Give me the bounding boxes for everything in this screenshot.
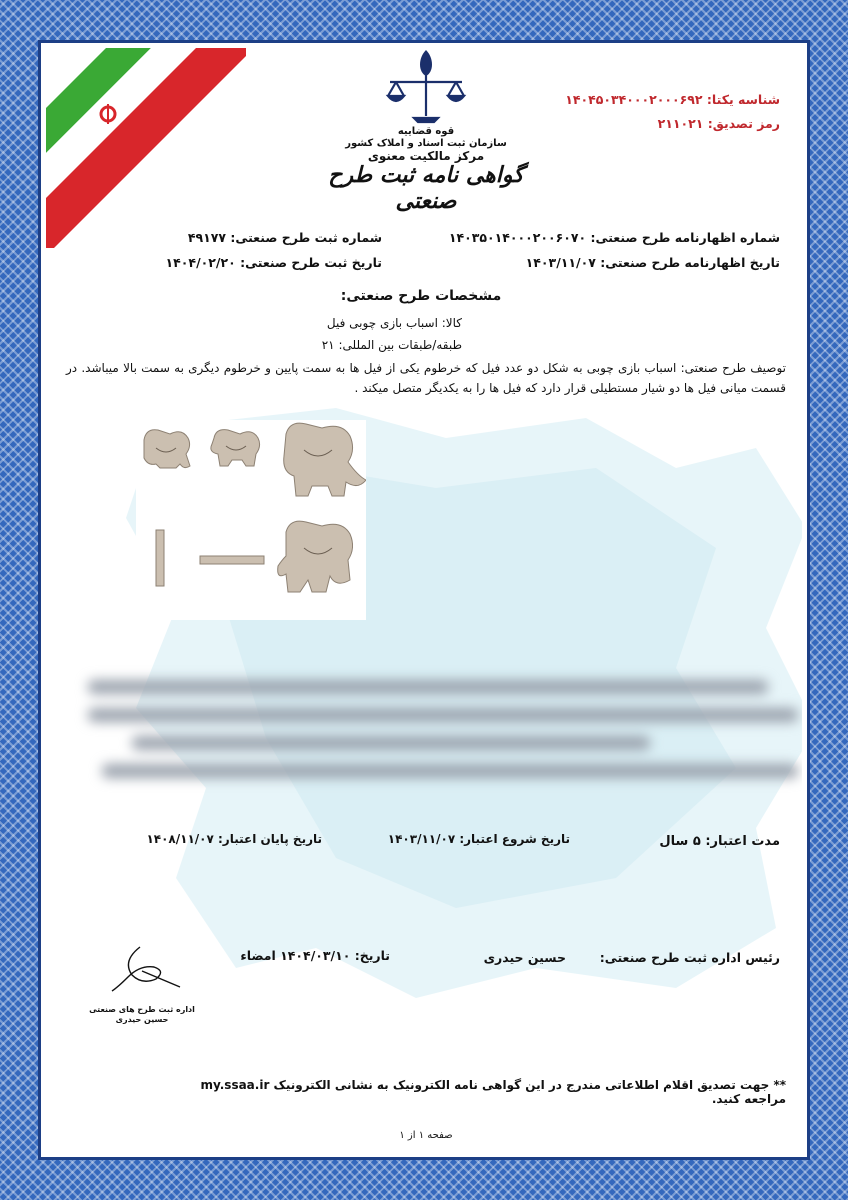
judiciary-text: قوه قضاییه: [397, 126, 455, 137]
validity-duration-label: مدت اعتبار:: [705, 834, 780, 849]
handwritten-signature: [82, 941, 202, 1001]
signature-sign-label: امضاء: [240, 948, 276, 963]
signature-date: [240, 948, 390, 963]
declaration-number-value: ۱۴۰۳۵۰۱۴۰۰۰۲۰۰۶۰۷۰: [448, 230, 587, 245]
stamp-line-1: اداره ثبت طرح های صنعتی: [89, 1005, 195, 1014]
classes-line: طبقه/طبقات بین المللی: ۲۱: [321, 338, 462, 352]
registration-date: [166, 255, 382, 270]
stamp-line-2: حسین حیدری: [115, 1015, 169, 1024]
goods-line: کالا: اسباب بازی چوبی فیل: [326, 316, 462, 330]
signature-date-label: تاریخ:: [354, 948, 390, 963]
verify-code: [658, 116, 780, 131]
verification-note: ** جهت تصدیق اقلام اطلاعاتی مندرج در این گواهی نامه الکترونیک به نشانی الکترونیک my.ssaa.ir مراجعه کنید.: [200, 1078, 786, 1106]
office-head-label: رئیس اداره ثبت طرح صنعتی:: [599, 950, 780, 965]
validity-start-label: تاریخ شروع اعتبار:: [459, 832, 570, 846]
certificate-page: [46, 48, 802, 1152]
registration-date-label: تاریخ ثبت طرح صنعتی:: [240, 255, 382, 270]
declaration-number-label: شماره اظهارنامه طرح صنعتی:: [590, 230, 780, 245]
iran-flag-icon: [46, 48, 246, 248]
validity-end-value: ۱۴۰۸/۱۱/۰۷: [146, 832, 214, 846]
design-description: توصیف طرح صنعتی: اسباب بازی چوبی به شکل دو عدد فیل که خرطوم یکی از فیل ها به سمت پایین و خرطوم دیگری به سمت بالا میباشد. در قسمت میانی فیل ها دو شیار مستطیلی قرار دارد که فیل ها را به یکدیگر متصل میکند .: [66, 361, 786, 395]
signature-stamp: [82, 941, 202, 1031]
registry-org-text: سازمان ثبت اسناد و املاک کشور: [345, 138, 507, 149]
verify-code-label: رمز تصدیق:: [707, 116, 780, 131]
declaration-number: [449, 230, 780, 245]
registration-number-label: شماره ثبت طرح صنعتی:: [230, 230, 382, 245]
registration-number: [188, 230, 382, 245]
design-drawing: [136, 420, 366, 620]
unique-id-label: شناسه یکتا:: [706, 92, 780, 107]
redacted-section: [58, 666, 798, 816]
validity-duration-value: ۵ سال: [659, 834, 701, 849]
validity-end: [146, 832, 322, 846]
signature-date-value: ۱۴۰۴/۰۳/۱۰: [280, 948, 351, 963]
unique-id-value: ۱۴۰۴۵۰۳۴۰۰۰۲۰۰۰۶۹۲: [565, 92, 703, 107]
registration-number-value: ۴۹۱۷۷: [187, 230, 227, 245]
scales-of-justice-icon: [376, 48, 476, 128]
registration-date-value: ۱۴۰۴/۰۲/۲۰: [165, 255, 236, 270]
validity-start-value: ۱۴۰۳/۱۱/۰۷: [387, 832, 456, 846]
organization-block: [306, 126, 546, 162]
specs-title: مشخصات طرح صنعتی:: [340, 288, 502, 304]
validity-start: [388, 832, 570, 846]
unique-id: [565, 92, 780, 107]
office-head-name: حسین حیدری: [483, 950, 566, 965]
ip-center-text: مرکز مالکیت معنوی: [367, 149, 485, 163]
verify-code-value: ۲۱۱۰۲۱: [657, 116, 704, 131]
declaration-date-value: ۱۴۰۳/۱۱/۰۷: [525, 255, 596, 270]
declaration-date-label: تاریخ اظهارنامه طرح صنعتی:: [600, 255, 780, 270]
certificate-title: گواهی نامه ثبت طرح صنعتی: [328, 162, 524, 214]
page-number: صفحه ۱ از ۱: [399, 1130, 453, 1141]
validity-end-label: تاریخ پایان اعتبار:: [217, 832, 322, 846]
validity-duration: [659, 834, 780, 849]
declaration-date: [526, 255, 780, 270]
